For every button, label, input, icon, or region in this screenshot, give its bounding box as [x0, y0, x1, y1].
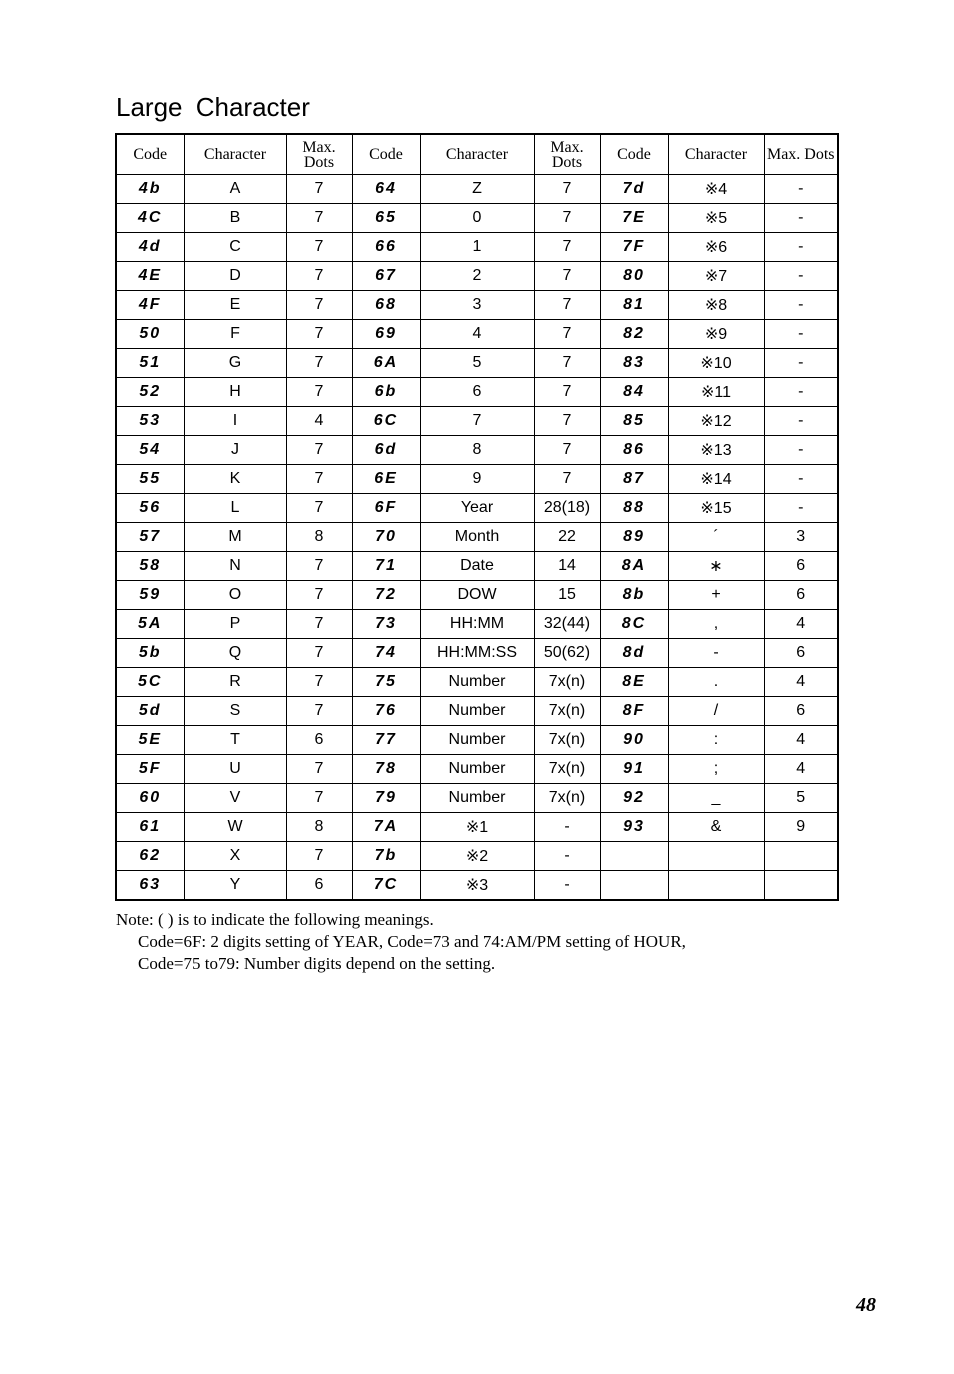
character-cell: + — [668, 581, 764, 610]
character-cell: K — [184, 465, 286, 494]
max-dots-cell: 4 — [764, 755, 838, 784]
code-cell: 81 — [600, 291, 668, 320]
table-row — [116, 175, 838, 204]
max-dots-cell — [764, 871, 838, 901]
code-cell: 8b — [600, 581, 668, 610]
character-cell: / — [668, 697, 764, 726]
max-dots-cell: 7 — [286, 668, 352, 697]
character-cell: ´ — [668, 523, 764, 552]
character-cell: - — [668, 639, 764, 668]
note-line: Code=6F: 2 digits setting of YEAR, Code=73 and 74:AM/PM setting of HOUR, — [138, 932, 686, 951]
code-cell: 74 — [352, 639, 420, 668]
code-cell: 7A — [352, 813, 420, 842]
code-cell: 87 — [600, 465, 668, 494]
code-cell: 8A — [600, 552, 668, 581]
max-dots-cell: 7 — [286, 610, 352, 639]
code-cell: 4d — [116, 233, 184, 262]
character-cell: ※10 — [668, 349, 764, 378]
code-cell: 57 — [116, 523, 184, 552]
code-cell: 79 — [352, 784, 420, 813]
code-cell: 65 — [352, 204, 420, 233]
page-number: 48 — [856, 1294, 876, 1316]
table-row — [116, 842, 838, 871]
character-cell: P — [184, 610, 286, 639]
max-dots-cell: - — [534, 871, 600, 901]
character-cell: Number — [420, 784, 534, 813]
character-cell: ※8 — [668, 291, 764, 320]
character-cell: ※13 — [668, 436, 764, 465]
character-cell: M — [184, 523, 286, 552]
header-character: Character — [420, 134, 534, 175]
max-dots-cell: - — [764, 436, 838, 465]
max-dots-cell: - — [764, 465, 838, 494]
max-dots-cell: 7 — [534, 291, 600, 320]
max-dots-cell: 7x(n) — [534, 697, 600, 726]
code-cell: 86 — [600, 436, 668, 465]
character-cell: ※14 — [668, 465, 764, 494]
table-row — [116, 581, 838, 610]
header-code: Code — [600, 134, 668, 175]
large-character-table — [115, 133, 839, 901]
character-cell: , — [668, 610, 764, 639]
character-cell: 6 — [420, 378, 534, 407]
character-cell: W — [184, 813, 286, 842]
table-row — [116, 291, 838, 320]
code-cell: 5C — [116, 668, 184, 697]
character-cell: Month — [420, 523, 534, 552]
max-dots-cell: 4 — [764, 668, 838, 697]
code-cell: 67 — [352, 262, 420, 291]
code-cell: 6C — [352, 407, 420, 436]
character-cell: ※12 — [668, 407, 764, 436]
code-cell: 68 — [352, 291, 420, 320]
character-cell: I — [184, 407, 286, 436]
code-cell: 51 — [116, 349, 184, 378]
code-cell: 66 — [352, 233, 420, 262]
character-cell: U — [184, 755, 286, 784]
max-dots-cell: 7 — [534, 465, 600, 494]
table-row — [116, 523, 838, 552]
character-cell: D — [184, 262, 286, 291]
max-dots-cell: 4 — [764, 726, 838, 755]
character-cell: B — [184, 204, 286, 233]
max-dots-cell: 7 — [286, 697, 352, 726]
max-dots-cell: 7 — [534, 233, 600, 262]
table-row — [116, 813, 838, 842]
code-cell: 8d — [600, 639, 668, 668]
max-dots-cell: 5 — [764, 784, 838, 813]
code-cell: 4C — [116, 204, 184, 233]
max-dots-cell: - — [764, 291, 838, 320]
code-cell: 5A — [116, 610, 184, 639]
code-cell: 84 — [600, 378, 668, 407]
code-cell: 64 — [352, 175, 420, 204]
max-dots-cell: 7 — [286, 320, 352, 349]
max-dots-cell: 7 — [286, 233, 352, 262]
code-cell: 4F — [116, 291, 184, 320]
code-cell: 8C — [600, 610, 668, 639]
code-cell: 91 — [600, 755, 668, 784]
max-dots-cell: 4 — [286, 407, 352, 436]
max-dots-cell: 7 — [286, 639, 352, 668]
character-cell: Number — [420, 755, 534, 784]
character-cell: & — [668, 813, 764, 842]
header-character: Character — [184, 134, 286, 175]
max-dots-cell: 7 — [534, 320, 600, 349]
character-cell: Number — [420, 668, 534, 697]
max-dots-cell: 6 — [764, 552, 838, 581]
max-dots-cell: 28(18) — [534, 494, 600, 523]
code-cell: 8E — [600, 668, 668, 697]
character-cell: ※9 — [668, 320, 764, 349]
max-dots-cell: - — [764, 233, 838, 262]
code-cell: 8F — [600, 697, 668, 726]
max-dots-cell: 7 — [286, 581, 352, 610]
max-dots-cell: 7x(n) — [534, 668, 600, 697]
code-cell: 50 — [116, 320, 184, 349]
character-cell: C — [184, 233, 286, 262]
max-dots-cell: 7 — [286, 842, 352, 871]
max-dots-cell: 4 — [764, 610, 838, 639]
code-cell: 75 — [352, 668, 420, 697]
max-dots-cell: 7 — [286, 436, 352, 465]
page-title: Large Character — [116, 92, 310, 122]
character-cell: ※4 — [668, 175, 764, 204]
max-dots-cell: 7 — [286, 465, 352, 494]
character-cell: ※5 — [668, 204, 764, 233]
code-cell: 63 — [116, 871, 184, 901]
code-cell: 76 — [352, 697, 420, 726]
max-dots-cell: 8 — [286, 813, 352, 842]
character-cell: L — [184, 494, 286, 523]
max-dots-cell: - — [764, 378, 838, 407]
character-cell: 9 — [420, 465, 534, 494]
character-cell: F — [184, 320, 286, 349]
character-cell: DOW — [420, 581, 534, 610]
code-cell: 83 — [600, 349, 668, 378]
max-dots-cell — [764, 842, 838, 871]
code-cell: 4E — [116, 262, 184, 291]
max-dots-cell: - — [764, 262, 838, 291]
table-row — [116, 233, 838, 262]
table-row — [116, 697, 838, 726]
code-cell: 7b — [352, 842, 420, 871]
max-dots-cell: - — [534, 813, 600, 842]
max-dots-cell: 7 — [286, 291, 352, 320]
max-dots-cell: 7 — [286, 378, 352, 407]
table-row — [116, 726, 838, 755]
code-cell: 7F — [600, 233, 668, 262]
code-cell: 90 — [600, 726, 668, 755]
max-dots-cell: 6 — [286, 871, 352, 901]
max-dots-cell: - — [764, 494, 838, 523]
code-cell: 62 — [116, 842, 184, 871]
table-row — [116, 349, 838, 378]
header-max-dots: Max. Dots — [764, 134, 838, 175]
character-cell: HH:MM:SS — [420, 639, 534, 668]
character-cell: Q — [184, 639, 286, 668]
character-cell: 5 — [420, 349, 534, 378]
max-dots-cell: 7 — [286, 175, 352, 204]
character-cell: 4 — [420, 320, 534, 349]
max-dots-cell: 7 — [286, 349, 352, 378]
character-cell: Number — [420, 697, 534, 726]
code-cell: 54 — [116, 436, 184, 465]
table-row — [116, 262, 838, 291]
max-dots-cell: 7 — [286, 494, 352, 523]
character-cell: . — [668, 668, 764, 697]
code-cell: 82 — [600, 320, 668, 349]
code-cell: 6d — [352, 436, 420, 465]
code-cell: 58 — [116, 552, 184, 581]
code-cell: 5d — [116, 697, 184, 726]
max-dots-cell: 6 — [764, 639, 838, 668]
code-cell: 92 — [600, 784, 668, 813]
code-cell: 59 — [116, 581, 184, 610]
character-cell: : — [668, 726, 764, 755]
table-row — [116, 465, 838, 494]
max-dots-cell: 22 — [534, 523, 600, 552]
character-cell: N — [184, 552, 286, 581]
max-dots-cell: 9 — [764, 813, 838, 842]
table-row — [116, 639, 838, 668]
character-cell: ; — [668, 755, 764, 784]
table-row — [116, 755, 838, 784]
code-cell: 69 — [352, 320, 420, 349]
character-cell: Date — [420, 552, 534, 581]
code-cell: 6F — [352, 494, 420, 523]
max-dots-cell: 7x(n) — [534, 755, 600, 784]
table-row — [116, 204, 838, 233]
character-cell: Z — [420, 175, 534, 204]
code-cell: 77 — [352, 726, 420, 755]
code-cell: 61 — [116, 813, 184, 842]
code-cell: 7d — [600, 175, 668, 204]
code-cell: 72 — [352, 581, 420, 610]
character-cell: X — [184, 842, 286, 871]
character-cell: G — [184, 349, 286, 378]
max-dots-cell: 7 — [534, 378, 600, 407]
code-cell: 93 — [600, 813, 668, 842]
code-cell: 60 — [116, 784, 184, 813]
character-cell: S — [184, 697, 286, 726]
character-cell: H — [184, 378, 286, 407]
character-cell: Year — [420, 494, 534, 523]
character-cell: ※6 — [668, 233, 764, 262]
character-cell: 2 — [420, 262, 534, 291]
code-cell: 6A — [352, 349, 420, 378]
code-cell: 55 — [116, 465, 184, 494]
max-dots-cell: 7 — [534, 175, 600, 204]
max-dots-cell: 7 — [286, 755, 352, 784]
character-cell: Y — [184, 871, 286, 901]
character-cell: J — [184, 436, 286, 465]
character-cell: Number — [420, 726, 534, 755]
code-cell: 80 — [600, 262, 668, 291]
character-cell: 1 — [420, 233, 534, 262]
code-cell: 4b — [116, 175, 184, 204]
max-dots-cell: 6 — [286, 726, 352, 755]
table-row — [116, 871, 838, 901]
table-row — [116, 494, 838, 523]
code-cell: 56 — [116, 494, 184, 523]
max-dots-cell: - — [764, 175, 838, 204]
code-cell: 5b — [116, 639, 184, 668]
character-cell: HH:MM — [420, 610, 534, 639]
table-row — [116, 610, 838, 639]
note — [116, 909, 686, 975]
max-dots-cell: - — [764, 320, 838, 349]
character-cell: 7 — [420, 407, 534, 436]
code-cell: 85 — [600, 407, 668, 436]
max-dots-cell: 7 — [286, 262, 352, 291]
table-row — [116, 378, 838, 407]
header-max-dots: Max. Dots — [534, 134, 600, 175]
max-dots-cell: 7 — [534, 204, 600, 233]
code-cell: 5E — [116, 726, 184, 755]
character-cell: A — [184, 175, 286, 204]
character-cell: T — [184, 726, 286, 755]
code-cell: 88 — [600, 494, 668, 523]
table-row — [116, 668, 838, 697]
max-dots-cell: - — [764, 204, 838, 233]
code-cell: 53 — [116, 407, 184, 436]
character-cell: 0 — [420, 204, 534, 233]
note-line: Note: ( ) is to indicate the following meanings. — [116, 910, 434, 929]
character-cell: _ — [668, 784, 764, 813]
character-cell — [668, 842, 764, 871]
max-dots-cell: 3 — [764, 523, 838, 552]
max-dots-cell: 7 — [286, 552, 352, 581]
character-cell: ※3 — [420, 871, 534, 901]
header-character: Character — [668, 134, 764, 175]
max-dots-cell: 7x(n) — [534, 784, 600, 813]
header-max-dots: Max. Dots — [286, 134, 352, 175]
code-cell: 52 — [116, 378, 184, 407]
max-dots-cell: - — [764, 407, 838, 436]
max-dots-cell: 7 — [534, 349, 600, 378]
header-code: Code — [352, 134, 420, 175]
code-cell — [600, 871, 668, 901]
max-dots-cell: 6 — [764, 697, 838, 726]
code-cell: 78 — [352, 755, 420, 784]
table-row — [116, 320, 838, 349]
character-cell: ※11 — [668, 378, 764, 407]
code-cell: 71 — [352, 552, 420, 581]
table-body — [116, 175, 838, 901]
max-dots-cell: 15 — [534, 581, 600, 610]
character-cell: 3 — [420, 291, 534, 320]
code-cell: 6b — [352, 378, 420, 407]
character-cell: ※1 — [420, 813, 534, 842]
max-dots-cell: - — [534, 842, 600, 871]
max-dots-cell: 32(44) — [534, 610, 600, 639]
code-cell: 6E — [352, 465, 420, 494]
max-dots-cell: 7x(n) — [534, 726, 600, 755]
character-cell: ∗ — [668, 552, 764, 581]
character-cell — [668, 871, 764, 901]
max-dots-cell: - — [764, 349, 838, 378]
header-code: Code — [116, 134, 184, 175]
code-cell — [600, 842, 668, 871]
table-header-row — [116, 134, 838, 175]
character-cell: ※2 — [420, 842, 534, 871]
character-cell: ※15 — [668, 494, 764, 523]
table-row — [116, 552, 838, 581]
max-dots-cell: 7 — [534, 407, 600, 436]
table-row — [116, 784, 838, 813]
code-cell: 73 — [352, 610, 420, 639]
character-cell: E — [184, 291, 286, 320]
character-cell: V — [184, 784, 286, 813]
code-cell: 7E — [600, 204, 668, 233]
character-cell: O — [184, 581, 286, 610]
code-cell: 70 — [352, 523, 420, 552]
max-dots-cell: 7 — [286, 204, 352, 233]
max-dots-cell: 6 — [764, 581, 838, 610]
character-cell: 8 — [420, 436, 534, 465]
max-dots-cell: 7 — [534, 436, 600, 465]
character-cell: ※7 — [668, 262, 764, 291]
max-dots-cell: 7 — [534, 262, 600, 291]
max-dots-cell: 8 — [286, 523, 352, 552]
table-row — [116, 436, 838, 465]
max-dots-cell: 50(62) — [534, 639, 600, 668]
code-cell: 7C — [352, 871, 420, 901]
character-cell: R — [184, 668, 286, 697]
table-row — [116, 407, 838, 436]
max-dots-cell: 14 — [534, 552, 600, 581]
code-cell: 5F — [116, 755, 184, 784]
code-cell: 89 — [600, 523, 668, 552]
note-line: Code=75 to79: Number digits depend on the setting. — [138, 954, 496, 973]
max-dots-cell: 7 — [286, 784, 352, 813]
